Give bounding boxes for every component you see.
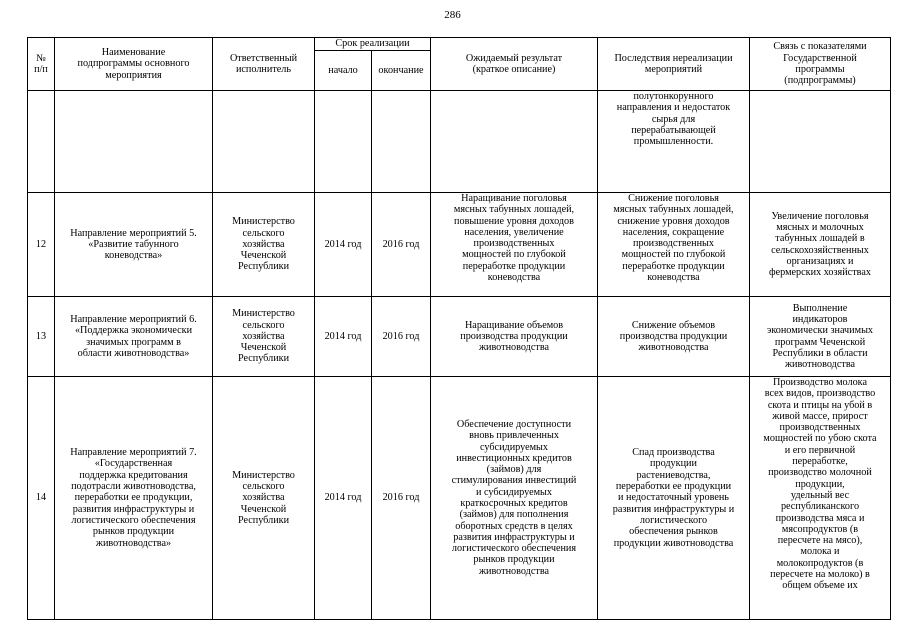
header-num: № п/п xyxy=(28,38,55,91)
cell-consequences: Снижение поголовья мясных табунных лошадей, снижение уровня доходов населения, сокращение производственных мощностей по глубокой переработке продукции коневодства xyxy=(598,193,750,297)
header-period: Срок реализации xyxy=(315,38,431,51)
cell-link: Производство молока всех видов, производство скота и птицы на убой в живой массе, прирост производственных мощностей по убою скота и его первичной переработке, производство молочной продукции, удельный вес республиканского производства мяса и мясопродуктов (в пересчете на мясо), молока и молокопродуктов (в пересчете на молоко) в общем объеме их xyxy=(750,377,891,620)
cell-expected: Наращивание поголовья мясных табунных лошадей, повышение уровня доходов населения, увеличение производственных мощностей по глубокой переработке продукции коневодства xyxy=(431,193,598,297)
header-end: окончание xyxy=(372,51,431,91)
cell-name xyxy=(55,91,213,193)
header-link: Связь с показателями Государственной программы (подпрограммы) xyxy=(750,38,891,91)
cell-num: 12 xyxy=(28,193,55,297)
cell-num: 14 xyxy=(28,377,55,620)
table-row xyxy=(28,297,891,377)
cell-expected xyxy=(431,91,598,193)
table-row-continuation xyxy=(28,91,891,193)
cell-start: 2014 год xyxy=(315,193,372,297)
cell-consequences: полутонкорунного направления и недостаток сырья для перерабатывающей промышленности. xyxy=(598,91,750,193)
cell-end: 2016 год xyxy=(372,193,431,297)
page-number: 286 xyxy=(444,9,461,21)
cell-start: 2014 год xyxy=(315,377,372,620)
cell-name: Направление мероприятий 7. «Государственная поддержка кредитования подотрасли животноводства, переработки ее продукции, развития инфраструктуры и логистического обеспечения рынков продукции животноводства» xyxy=(55,377,213,620)
header-consequences: Последствия нереализации мероприятий xyxy=(598,38,750,91)
cell-executor: Министерство сельского хозяйства Чеченской Республики xyxy=(213,297,315,377)
table-row xyxy=(28,193,891,297)
table-row xyxy=(28,377,891,620)
cell-name: Направление мероприятий 6. «Поддержка экономически значимых программ в области животноводства» xyxy=(55,297,213,377)
header-name: Наименование подпрограммы основного мероприятия xyxy=(55,38,213,91)
cell-expected: Наращивание объемов производства продукции животноводства xyxy=(431,297,598,377)
cell-end: 2016 год xyxy=(372,377,431,620)
cell-link: Выполнение индикаторов экономически значимых программ Чеченской Республики в области животноводства xyxy=(750,297,891,377)
cell-executor xyxy=(213,91,315,193)
cell-executor: Министерство сельского хозяйства Чеченской Республики xyxy=(213,377,315,620)
header-executor: Ответственный исполнитель xyxy=(213,38,315,91)
measures-table xyxy=(27,37,891,620)
cell-start: 2014 год xyxy=(315,297,372,377)
cell-end xyxy=(372,91,431,193)
header-expected: Ожидаемый результат (краткое описание) xyxy=(431,38,598,91)
cell-num: 13 xyxy=(28,297,55,377)
cell-num xyxy=(28,91,55,193)
cell-start xyxy=(315,91,372,193)
cell-link: Увеличение поголовья мясных и молочных табунных лошадей в сельскохозяйственных организациях и фермерских хозяйствах xyxy=(750,193,891,297)
cell-link xyxy=(750,91,891,193)
cell-consequences: Снижение объемов производства продукции животноводства xyxy=(598,297,750,377)
cell-consequences: Спад производства продукции растениеводства, переработки ее продукции и недостаточный уровень развития инфраструктуры и логистического обеспечения рынков продукции животноводства xyxy=(598,377,750,620)
cell-name: Направление мероприятий 5. «Развитие табунного коневодства» xyxy=(55,193,213,297)
cell-end: 2016 год xyxy=(372,297,431,377)
header-start: начало xyxy=(315,51,372,91)
cell-executor: Министерство сельского хозяйства Чеченской Республики xyxy=(213,193,315,297)
table-header xyxy=(28,38,891,91)
cell-expected: Обеспечение доступности вновь привлеченных субсидируемых инвестиционных кредитов (займов) для стимулирования инвестиций и субсидируемых краткосрочных кредитов (займов) для пополнения оборотных средств в целях развития инфраструктуры и логистического обеспечения рынков продукции животноводства xyxy=(431,377,598,620)
